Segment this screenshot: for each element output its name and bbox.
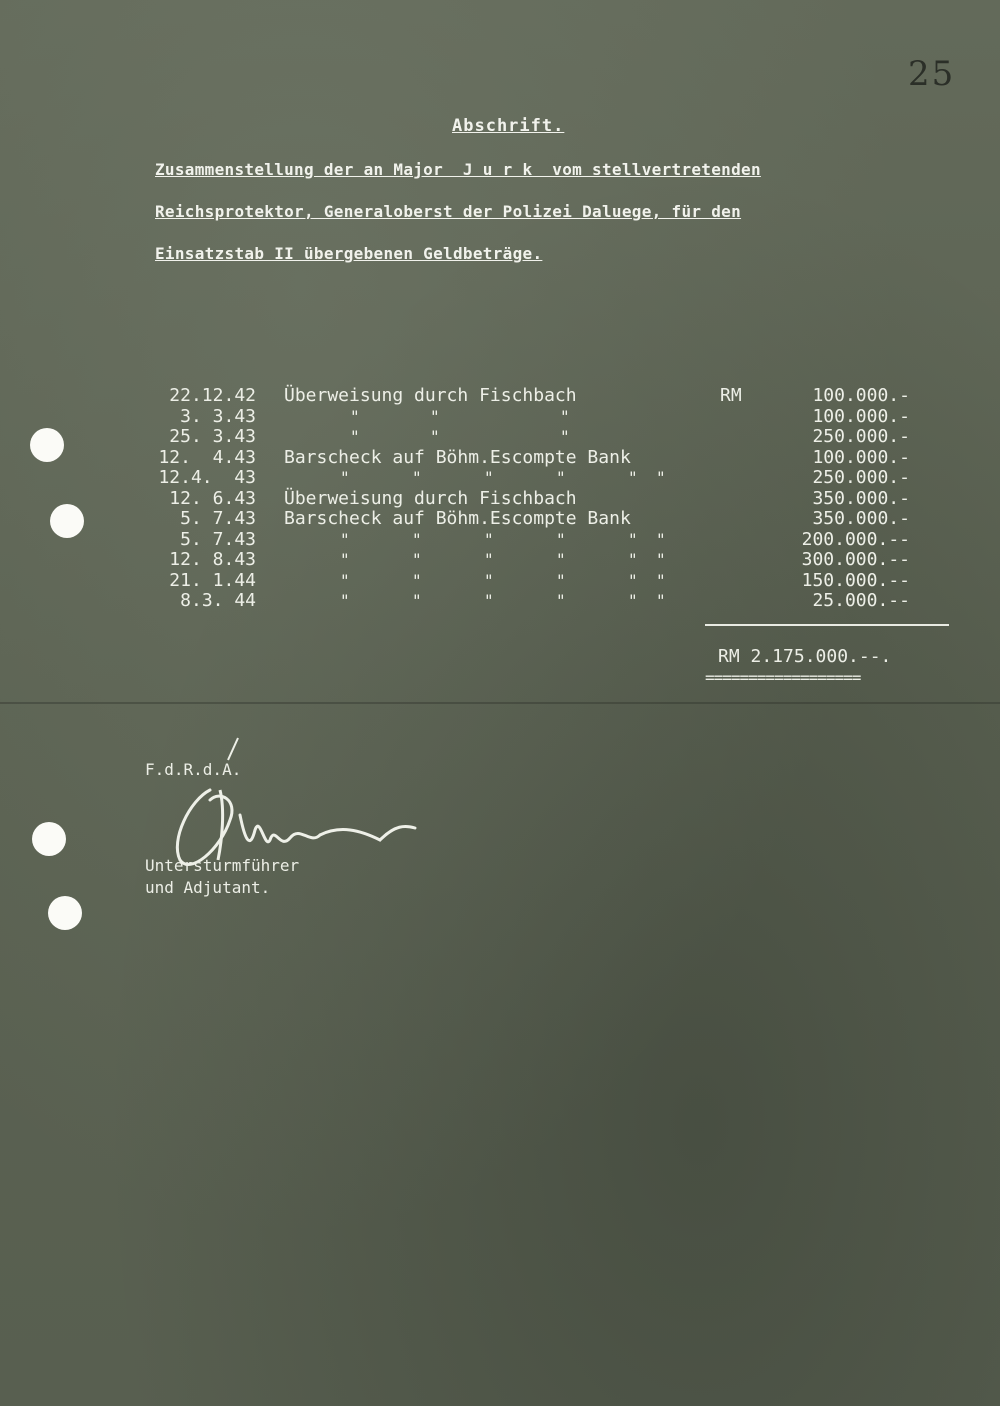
ditto-mark: " <box>628 570 638 590</box>
entry-amount: 150.000.-- <box>801 569 910 591</box>
ditto-mark: " <box>340 550 350 569</box>
heading-line-1: Zusammenstellung der an Major J u r k vom stellvertretenden <box>155 160 761 179</box>
ditto-mark: " <box>656 570 666 590</box>
ditto-mark: " <box>412 570 422 590</box>
ledger-row <box>150 591 910 612</box>
ditto-mark: " <box>484 468 494 487</box>
ledger-row <box>150 407 910 428</box>
ditto-mark: " <box>484 529 494 549</box>
ditto-mark: " <box>484 570 494 590</box>
heading-line-3: Einsatzstab II übergebenen Geldbeträge. <box>155 244 543 263</box>
ditto-mark: " <box>556 570 566 590</box>
ditto-mark: " <box>350 427 360 446</box>
entry-date: 25. 3.43 <box>169 426 256 447</box>
ledger-row <box>150 550 910 571</box>
entry-date: 8.3. 44 <box>180 590 256 611</box>
ditto-mark: " <box>412 550 422 569</box>
entry-amount: 200.000.-- <box>801 528 910 550</box>
entry-description: Barscheck auf Böhm.Escompte Bank <box>284 446 631 468</box>
entry-amount: 250.000.- <box>812 467 910 488</box>
punch-hole <box>32 822 66 856</box>
document-title: Abschrift. <box>452 116 565 136</box>
ditto-mark: " <box>628 468 638 487</box>
entry-date: 21. 1.44 <box>169 569 256 591</box>
entry-amount: 350.000.- <box>812 487 910 509</box>
ledger-row <box>150 468 910 489</box>
entry-date: 5. 7.43 <box>180 528 256 550</box>
ditto-mark: " <box>628 550 638 569</box>
punch-hole <box>50 504 84 538</box>
ledger-row <box>150 448 910 469</box>
entry-date: 3. 3.43 <box>180 405 256 427</box>
payment-ledger <box>150 386 910 612</box>
punch-hole <box>30 428 64 462</box>
ledger-row <box>150 509 910 530</box>
ditto-mark: " <box>656 591 666 610</box>
total-amount: RM 2.175.000.--. <box>718 646 892 667</box>
ledger-row <box>150 427 910 448</box>
ditto-mark: " <box>340 529 350 549</box>
entry-amount: 350.000.- <box>812 508 910 529</box>
entry-date: 12. 4.43 <box>158 446 256 468</box>
entry-amount: 300.000.-- <box>801 549 910 570</box>
ditto-mark: " <box>556 591 566 610</box>
ditto-mark: " <box>484 550 494 569</box>
entry-amount: 100.000.- <box>812 405 910 427</box>
ditto-mark: " <box>340 570 350 590</box>
ditto-mark: " <box>656 468 666 487</box>
entry-date: 22.12.42 <box>169 385 256 406</box>
ditto-mark: " <box>340 591 350 610</box>
entry-amount: 25.000.-- <box>812 590 910 611</box>
ditto-mark: " <box>340 468 350 487</box>
signature-title: und Adjutant. <box>145 878 271 897</box>
currency-label: RM <box>720 385 742 406</box>
page-number: 25 <box>908 54 956 94</box>
ledger-row <box>150 530 910 551</box>
ditto-mark: " <box>430 406 440 426</box>
sum-rule <box>705 624 949 626</box>
entry-description: Barscheck auf Böhm.Escompte Bank <box>284 508 631 529</box>
double-underline: ================== <box>705 668 861 687</box>
ditto-mark: " <box>412 468 422 487</box>
ditto-mark: " <box>556 529 566 549</box>
ditto-mark: " <box>560 406 570 426</box>
ditto-mark: " <box>628 591 638 610</box>
ledger-row <box>150 489 910 510</box>
ditto-mark: " <box>412 529 422 549</box>
signature-rank: Untersturmführer <box>145 856 300 875</box>
ditto-mark: " <box>560 427 570 446</box>
ditto-mark: " <box>556 550 566 569</box>
entry-date: 12.4. 43 <box>158 467 256 488</box>
ditto-mark: " <box>656 550 666 569</box>
ditto-mark: " <box>556 468 566 487</box>
ditto-mark: " <box>656 529 666 549</box>
entry-amount: 100.000.- <box>812 385 910 406</box>
entry-date: 12. 8.43 <box>169 549 256 570</box>
ditto-mark: " <box>350 406 360 426</box>
entry-date: 5. 7.43 <box>180 508 256 529</box>
ledger-row <box>150 571 910 592</box>
signature-prefix: F.d.R.d.A. <box>145 760 242 779</box>
entry-date: 12. 6.43 <box>169 487 256 509</box>
entry-amount: 100.000.- <box>812 446 910 468</box>
punch-hole <box>48 896 82 930</box>
ledger-row <box>150 386 910 407</box>
entry-amount: 250.000.- <box>812 426 910 447</box>
entry-description: Überweisung durch Fischbach <box>284 487 577 509</box>
ditto-mark: " <box>412 591 422 610</box>
ditto-mark: " <box>430 427 440 446</box>
entry-description: Überweisung durch Fischbach <box>284 385 577 406</box>
fold-line <box>0 702 1000 704</box>
ditto-mark: " <box>628 529 638 549</box>
ditto-mark: " <box>484 591 494 610</box>
heading-line-2: Reichsprotektor, Generaloberst der Polizei Daluege, für den <box>155 202 742 221</box>
